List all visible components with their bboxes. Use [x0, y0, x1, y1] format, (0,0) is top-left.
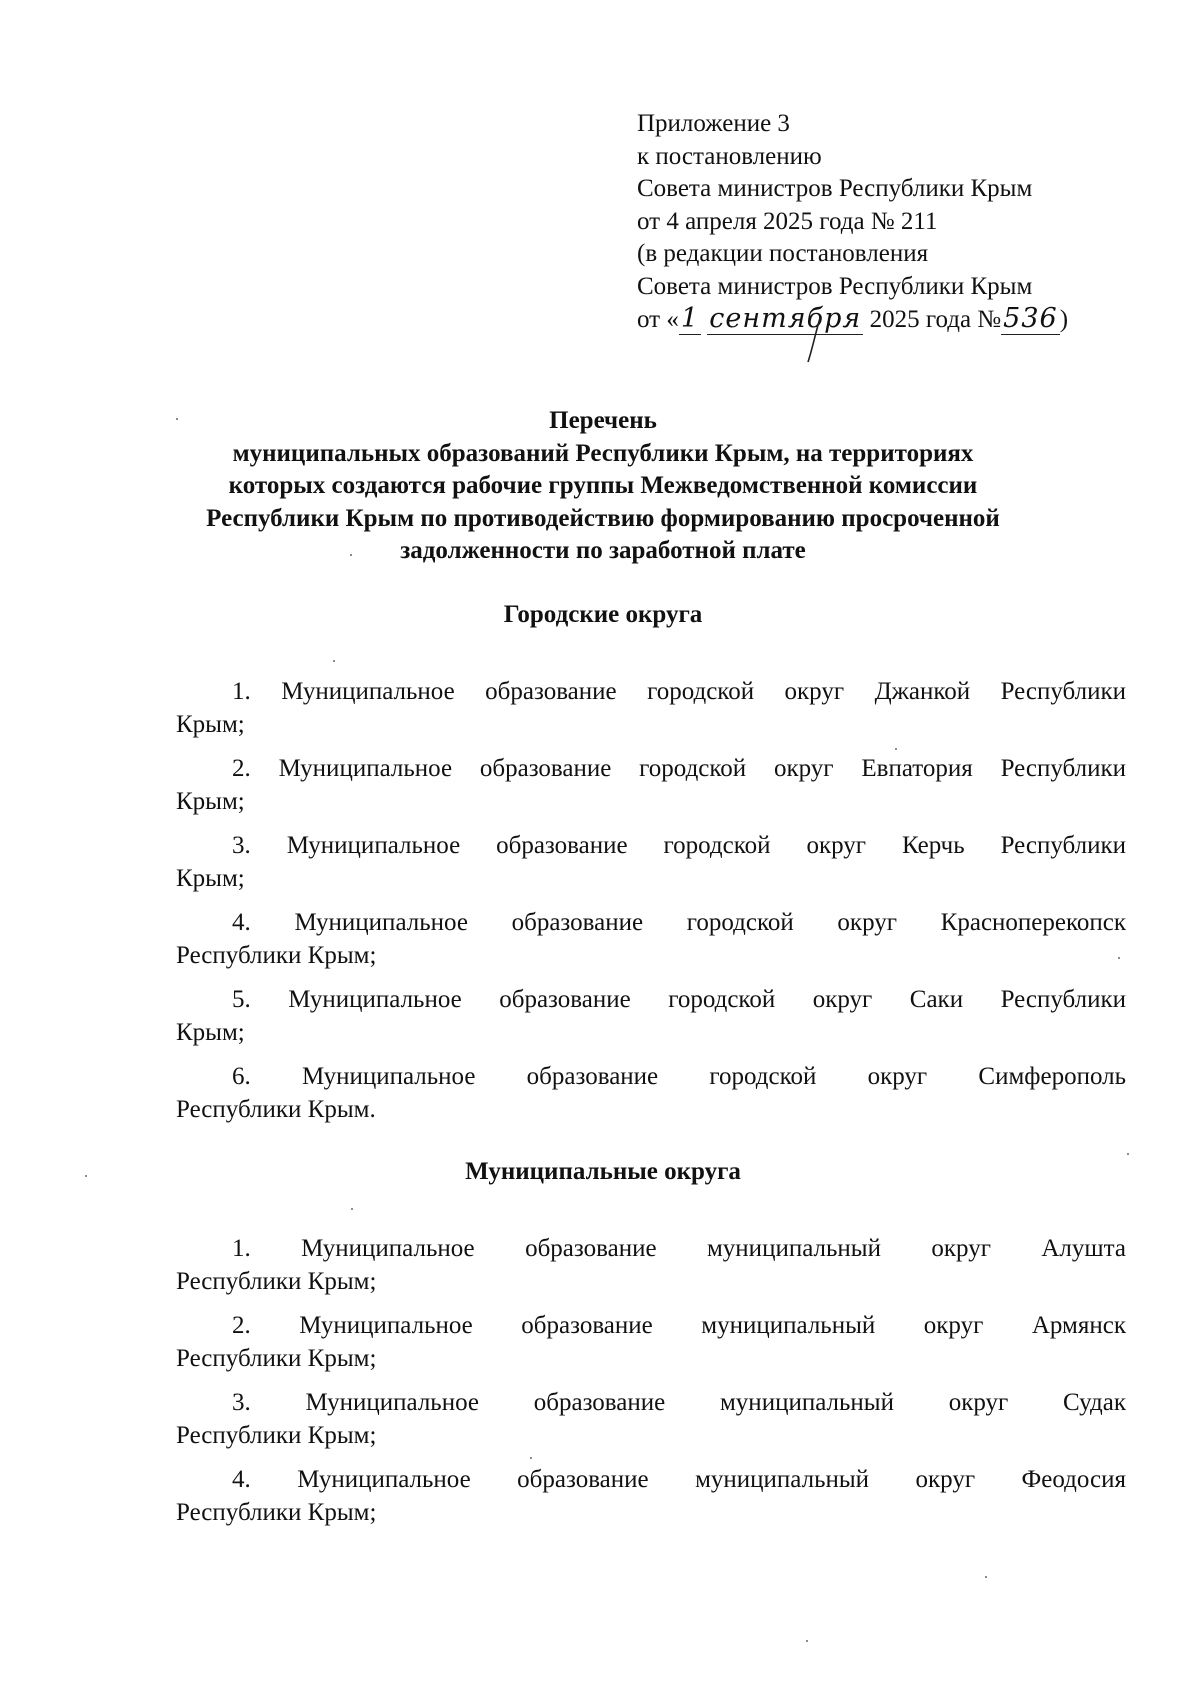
title-line: задолженности по заработной плате — [400, 537, 806, 564]
list-item: 5. Муниципальное образование городской округ Саки Республики Крым; — [176, 986, 1126, 1046]
list-item: 6. Муниципальное образование городской округ Симферополь Республики Крым. — [176, 1063, 1126, 1123]
municipal-districts-list — [176, 1232, 1126, 1540]
scan-speck — [530, 1457, 532, 1459]
date-suffix: ) — [1059, 306, 1069, 333]
scan-speck — [176, 418, 178, 420]
scan-speck — [1127, 1153, 1129, 1155]
scan-speck — [333, 660, 335, 662]
scan-speck — [985, 1576, 987, 1578]
title-line: которых создаются рабочие группы Межведомственной комиссии — [228, 472, 978, 499]
list-item: 4. Муниципальное образование городской округ Красноперекопск Республики Крым; — [176, 909, 1126, 969]
appendix-line: Приложение 3 — [637, 110, 790, 137]
date-mid: 2025 года № — [869, 306, 1002, 333]
scan-speck — [895, 748, 897, 750]
city-districts-list — [176, 675, 1126, 1137]
date-prefix: от « — [637, 306, 679, 333]
handwritten-day: 1 — [680, 303, 700, 334]
scan-speck — [350, 554, 352, 556]
scan-speck — [806, 1640, 808, 1642]
handwritten-number: 536 — [1003, 303, 1058, 334]
appendix-line: Совета министров Республики Крым — [637, 272, 1033, 300]
section-heading-municipal: Муниципальные округа — [465, 1158, 741, 1185]
list-item: 1. Муниципальное образование городской округ Джанкой Республики Крым; — [176, 678, 1126, 738]
scan-speck — [85, 1175, 87, 1177]
appendix-date-line — [637, 303, 1157, 337]
list-item: 4. Муниципальное образование муниципальный округ Феодосия Республики Крым; — [176, 1466, 1126, 1526]
scan-speck — [351, 1208, 353, 1210]
title-line: муниципальных образований Республики Крым, на территориях — [232, 439, 974, 467]
appendix-line: Совета министров Республики Крым — [637, 175, 1033, 202]
handwritten-month: сентября — [709, 303, 862, 334]
list-item: 2. Муниципальное образование муниципальный округ Армянск Республики Крым; — [176, 1312, 1126, 1372]
section-heading-city: Городские округа — [503, 601, 703, 628]
title-line: Республики Крым по противодействию формированию просроченной — [206, 504, 1000, 532]
list-item: 3. Муниципальное образование муниципальный округ Судак Республики Крым; — [176, 1389, 1126, 1449]
list-item: 1. Муниципальное образование муниципальный округ Алушта Республики Крым; — [176, 1235, 1126, 1295]
appendix-line: от 4 апреля 2025 года № 211 — [637, 207, 938, 235]
list-item: 3. Муниципальное образование городской округ Керчь Республики Крым; — [176, 832, 1126, 892]
appendix-line: (в редакции постановления — [637, 240, 929, 267]
appendix-header — [637, 108, 1157, 337]
appendix-line: к постановлению — [637, 142, 822, 170]
list-item: 2. Муниципальное образование городской округ Евпатория Республики Крым; — [176, 755, 1126, 815]
document-title — [150, 405, 1056, 568]
scan-speck — [1118, 957, 1120, 959]
title-line: Перечень — [549, 407, 657, 434]
